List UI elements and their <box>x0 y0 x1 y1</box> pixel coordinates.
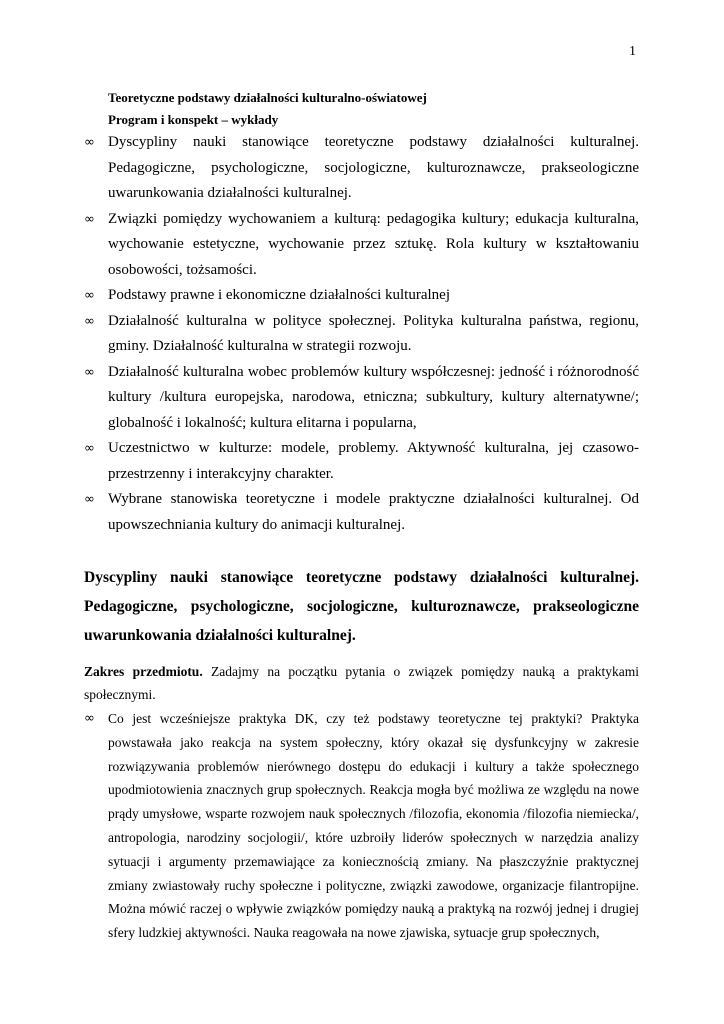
list-item <box>84 207 639 284</box>
infinity-bullet-icon: ∞ <box>84 211 95 227</box>
list-item <box>84 309 639 360</box>
list-item <box>84 130 639 207</box>
topic-text: Wybrane stanowiska teoretyczne i modele praktyczne działalności kulturalnej. Od upowszechniania kultury do animacji kulturalnej. <box>108 491 639 533</box>
intro-paragraph <box>84 660 639 706</box>
infinity-bullet-icon: ∞ <box>84 313 95 329</box>
infinity-bullet-icon: ∞ <box>84 364 95 380</box>
intro-text: Zadajmy na początku pytania o związek pomiędzy nauką a praktykami społecznymi. <box>84 664 639 702</box>
infinity-bullet-icon: ∞ <box>84 492 95 507</box>
body-text: Co jest wcześniejsze praktyka DK, czy też podstawy teoretyczne tej praktyki? Praktyka powstawała jako reakcja na system społeczny, który okazał się dysfunkcyjny w zakresie rozwiązywania problemów nierównego dostępu do edukacji i kultury a także społecznego upodmiotowienia znacznych grup społecznych. Reakcja mogła być możliwa ze względu na nowe prądy umysłowe, wsparte rozwojem nauk społecznych /filozofia, ekonomia /filozofia niemiecka/, antropologia, narodziny socjologii/, które uzbroiły liderów społecznych w narzędzia analizy sytuacji i argumenty przemawiające za koniecznością zmiany. Na płaszczyźnie praktycznej zmiany zwiastowały ruchy społeczne i polityczne, związki zawodowe, organizacje filantropijne. Można mówić raczej o wpływie związków pomiędzy nauką a praktyką na rozwój jednej i drugiej sfery ludzkiej aktywności. Nauka reagowała na nowe zjawiska, sytuacje grup społecznych, <box>108 711 639 941</box>
body-list <box>84 707 639 945</box>
topic-text: Podstawy prawne i ekonomiczne działalności kulturalnej <box>108 287 450 303</box>
intro-label: Zakres przedmiotu. <box>84 664 203 679</box>
topic-text: Działalność kulturalna w polityce społecznej. Polityka kulturalna państwa, regionu, gminy. Działalność kulturalna w strategii rozwoju. <box>108 312 639 354</box>
infinity-bullet-icon: ∞ <box>84 441 95 456</box>
topics-list <box>84 130 639 538</box>
infinity-bullet-icon: ∞ <box>84 288 95 303</box>
list-item <box>84 487 639 538</box>
list-item <box>84 360 639 437</box>
infinity-bullet-icon: ∞ <box>84 711 95 726</box>
list-item <box>84 707 639 945</box>
list-item <box>84 436 639 487</box>
document-subtitle: Program i konspekt – wykłady <box>108 112 279 127</box>
topic-text: Związki pomiędzy wychowaniem a kulturą: pedagogika kultury; edukacja kulturalna, wychowanie estetyczne, wychowanie przez sztukę. Rola kultury w kształtowaniu osobowości, tożsamości. <box>108 210 639 278</box>
document-header <box>108 87 427 131</box>
infinity-bullet-icon: ∞ <box>84 135 95 150</box>
topic-text: Uczestnictwo w kulturze: modele, problemy. Aktywność kulturalna, jej czasowo-przestrzenny i interakcyjny charakter. <box>108 440 639 482</box>
topic-text: Działalność kulturalna wobec problemów kultury współczesnej: jedność i różnorodność kultury /kultura europejska, narodowa, etniczna; subkultury, kultury alternatywne/; globalność i lokalność; kultura elitarna i popularna, <box>108 363 639 431</box>
list-item <box>84 283 639 309</box>
page-number: 1 <box>629 44 636 59</box>
topic-text: Dyscypliny nauki stanowiące teoretyczne podstawy działalności kulturalnej. Pedagogiczne, psychologiczne, socjologiczne, kulturoznawcze, prakseologiczne uwarunkowania działalności kulturalnej. <box>108 134 639 201</box>
document-title: Teoretyczne podstawy działalności kulturalno-oświatowej <box>108 90 427 105</box>
section-heading: Dyscypliny nauki stanowiące teoretyczne podstawy działalności kulturalnej. Pedagogiczne, psychologiczne, socjologiczne, kulturoznawcze, prakseologiczne uwarunkowania działalności kulturalnej. <box>84 569 639 644</box>
